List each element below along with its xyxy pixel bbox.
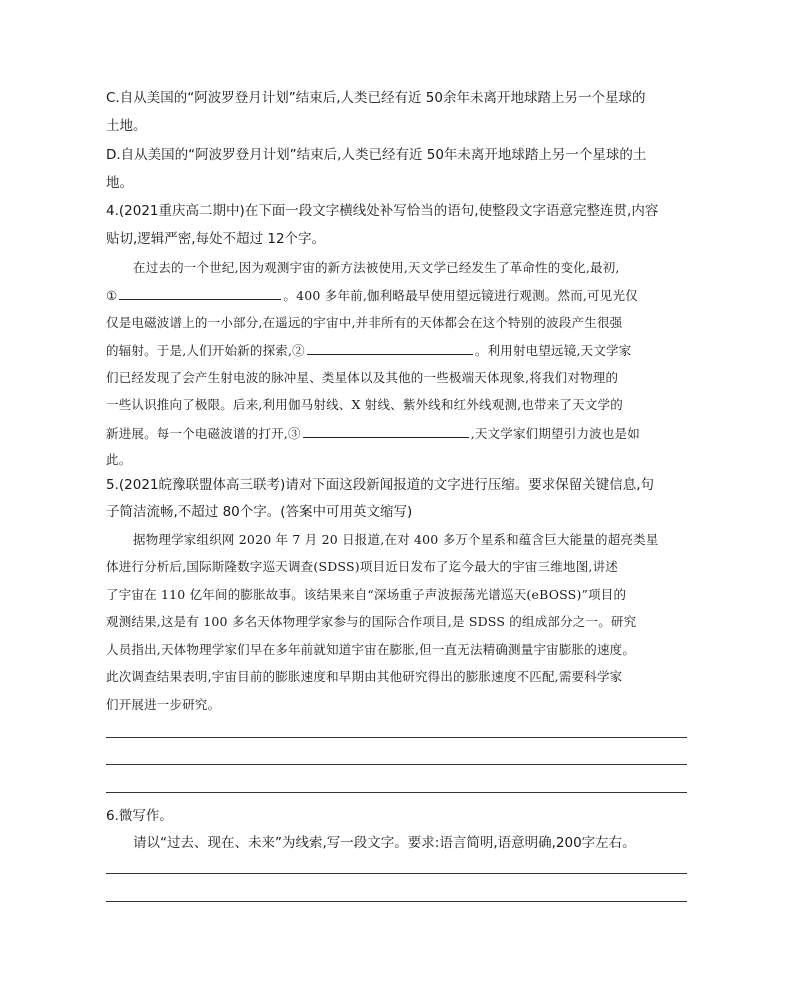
q4-passage-line-4-text: 的辐射。于是,人们开始新的探索,② [106, 343, 305, 358]
option-c-line-1: C.自从美国的“阿波罗登月计划”结束后,人类已经有近 50余年未离开地球踏上另一个星球的 [106, 90, 646, 106]
q5-passage-line-6: 此次调查结果表明,宇宙目前的膨胀速度和早期由其他研究得出的膨胀速度不匹配,需要科学家 [106, 669, 623, 684]
q5-passage-line-2: 体进行分析后,国际斯隆数字巡天调查(SDSS)项目近日发布了迄今最大的宇宙三维地图,讲述 [106, 559, 618, 574]
q5-answer-line-1[interactable] [106, 737, 687, 738]
q4-passage-line-6: 一些认识推向了极限。后来,利用伽马射线、X 射线、紫外线和红外线观测,也带来了天文学的 [106, 397, 623, 412]
q6-prompt: 请以“过去、现在、未来”为线索,写一段文字。要求:语言简明,语意明确,200字左右。 [133, 835, 636, 851]
q5-answer-line-3[interactable] [106, 792, 687, 793]
q4-passage-line-5: 们已经发现了会产生射电波的脉冲星、类星体以及其他的一些极端天体现象,将我们对物理的 [106, 370, 619, 385]
q5-passage-line-5: 人员指出,天体物理学家们早在多年前就知道宇宙在膨胀,但一直无法精确测量宇宙膨胀的速度。 [106, 642, 636, 657]
q4-passage-line-2-text: 。400 多年前,伽利略最早使用望远镜进行观测。然而,可见光仅 [283, 288, 638, 303]
q4-passage-line-4-tail: 。利用射电望远镜,天文学家 [474, 343, 632, 358]
q4-passage-line-7-tail: ,天文学家们期望引力波也是如 [470, 426, 640, 441]
q4-prompt-line-2: 贴切,逻辑严密,每处不超过 12个字。 [106, 231, 326, 247]
option-d-line-1: D.自从美国的“阿波罗登月计划”结束后,人类已经有近 50年未离开地球踏上另一个星球的土 [106, 147, 647, 163]
q5-prompt-line-2: 子简洁流畅,不超过 80个字。(答案中可用英文缩写) [106, 504, 413, 520]
q5-answer-line-2[interactable] [106, 764, 687, 765]
q5-passage-line-4: 观测结果,这是有 100 多名天体物理学家参与的国际合作项目,是 SDSS 的组成部分之一。研究 [106, 614, 637, 629]
q4-passage-line-1: 在过去的一个世纪,因为观测宇宙的新方法被使用,天文学已经发生了革命性的变化,最初, [133, 260, 620, 275]
q4-passage-line-2 [106, 285, 696, 306]
blank-1-marker: ① [106, 288, 118, 303]
q4-passage-line-8: 此。 [106, 452, 132, 467]
option-d-line-2: 地。 [106, 175, 133, 191]
q4-passage-line-7 [106, 423, 696, 444]
blank-2-input[interactable] [307, 340, 473, 355]
q6-title: 6.微写作。 [106, 808, 173, 824]
q6-answer-line-1[interactable] [106, 873, 687, 874]
q4-prompt-line-1: 4.(2021重庆高二期中)在下面一段文字横线处补写恰当的语句,使整段文字语意完整连贯,内容 [106, 203, 659, 219]
q5-passage-line-1: 据物理学家组织网 2020 年 7 月 20 日报道,在对 400 多万个星系和蕴含巨大能量的超亮类星 [133, 532, 659, 547]
q4-passage-line-4 [106, 340, 696, 361]
q6-answer-line-2[interactable] [106, 901, 687, 902]
q5-prompt-line-1: 5.(2021皖豫联盟体高三联考)请对下面这段新闻报道的文字进行压缩。要求保留关键信息,句 [106, 477, 655, 493]
q4-passage-line-3: 仅是电磁波谱上的一小部分,在遥远的宇宙中,并非所有的天体都会在这个特别的波段产生很强 [106, 315, 623, 330]
option-c-line-2: 土地。 [106, 118, 147, 134]
q5-passage-line-7: 们开展进一步研究。 [106, 697, 221, 712]
q4-passage-line-7-text: 新进展。每一个电磁波谱的打开,③ [106, 426, 301, 441]
q5-passage-line-3: 了宇宙在 110 亿年间的膨胀故事。该结果来自“深场重子声波振荡光谱巡天(eBOSS)”项目的 [106, 587, 627, 602]
blank-1-input[interactable] [119, 285, 281, 300]
blank-3-input[interactable] [303, 423, 469, 438]
